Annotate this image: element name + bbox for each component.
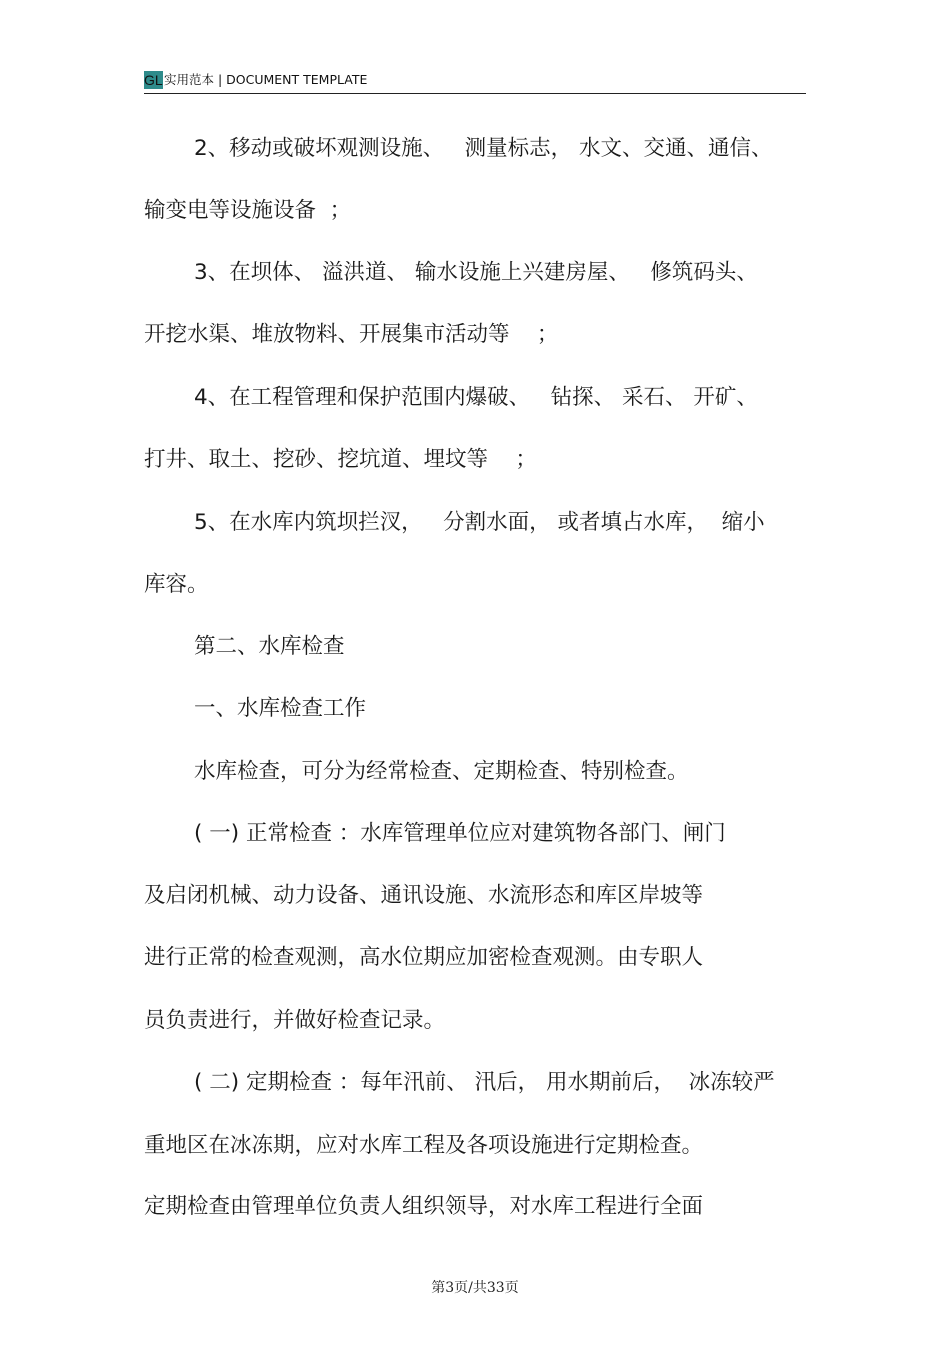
body-line: 及启闭机械、动力设备、通讯设施、水流形态和库区岸坡等 bbox=[144, 883, 704, 908]
body-line: 水库检查，可分为经常检查、定期检查、特别检查。 bbox=[194, 759, 689, 784]
logo-text: GL bbox=[144, 72, 163, 88]
body-line: 4、在工程管理和保护范围内爆破、 钻探、 采石、 开矿、 bbox=[194, 385, 758, 410]
body-line: 3、在坝体、 溢洪道、 输水设施上兴建房屋、 修筑码头、 bbox=[194, 260, 758, 285]
page-number: 第3页/共33页 bbox=[431, 1280, 519, 1296]
body-line: 输变电等设施设备 ； bbox=[144, 198, 352, 223]
header-title: 实用范本 | DOCUMENT TEMPLATE bbox=[164, 72, 368, 87]
section-subheading: 一、水库检查工作 bbox=[194, 696, 367, 721]
body-line: 员负责进行，并做好检查记录。 bbox=[144, 1008, 446, 1033]
body-line: ( 一) 正常检查 ：水库管理单位应对建筑物各部门、闸门 bbox=[194, 821, 726, 846]
body-line: 打井、取土、挖砂、挖坑道、埋坟等 ； bbox=[144, 447, 537, 472]
document-header bbox=[144, 70, 806, 94]
body-line: 定期检查由管理单位负责人组织领导，对水库工程进行全面 bbox=[144, 1194, 704, 1219]
body-line: 2、移动或破坏观测设施、 测量标志， 水文、交通、通信、 bbox=[194, 136, 773, 161]
body-line: 5、在水库内筑坝拦汊， 分割水面， 或者填占水库， 缩小 bbox=[194, 510, 765, 535]
section-heading: 第二、水库检查 bbox=[194, 634, 345, 659]
body-line: 开挖水渠、堆放物料、开展集市活动等 ； bbox=[144, 322, 559, 347]
body-line: 进行正常的检查观测，高水位期应加密检查观测。由专职人 bbox=[144, 945, 704, 970]
body-line: 库容。 bbox=[144, 572, 209, 597]
body-line: 重地区在冰冻期，应对水库工程及各项设施进行定期检查。 bbox=[144, 1133, 704, 1158]
body-line: ( 二) 定期检查 ：每年汛前、 汛后， 用水期前后， 冰冻较严 bbox=[194, 1070, 775, 1095]
